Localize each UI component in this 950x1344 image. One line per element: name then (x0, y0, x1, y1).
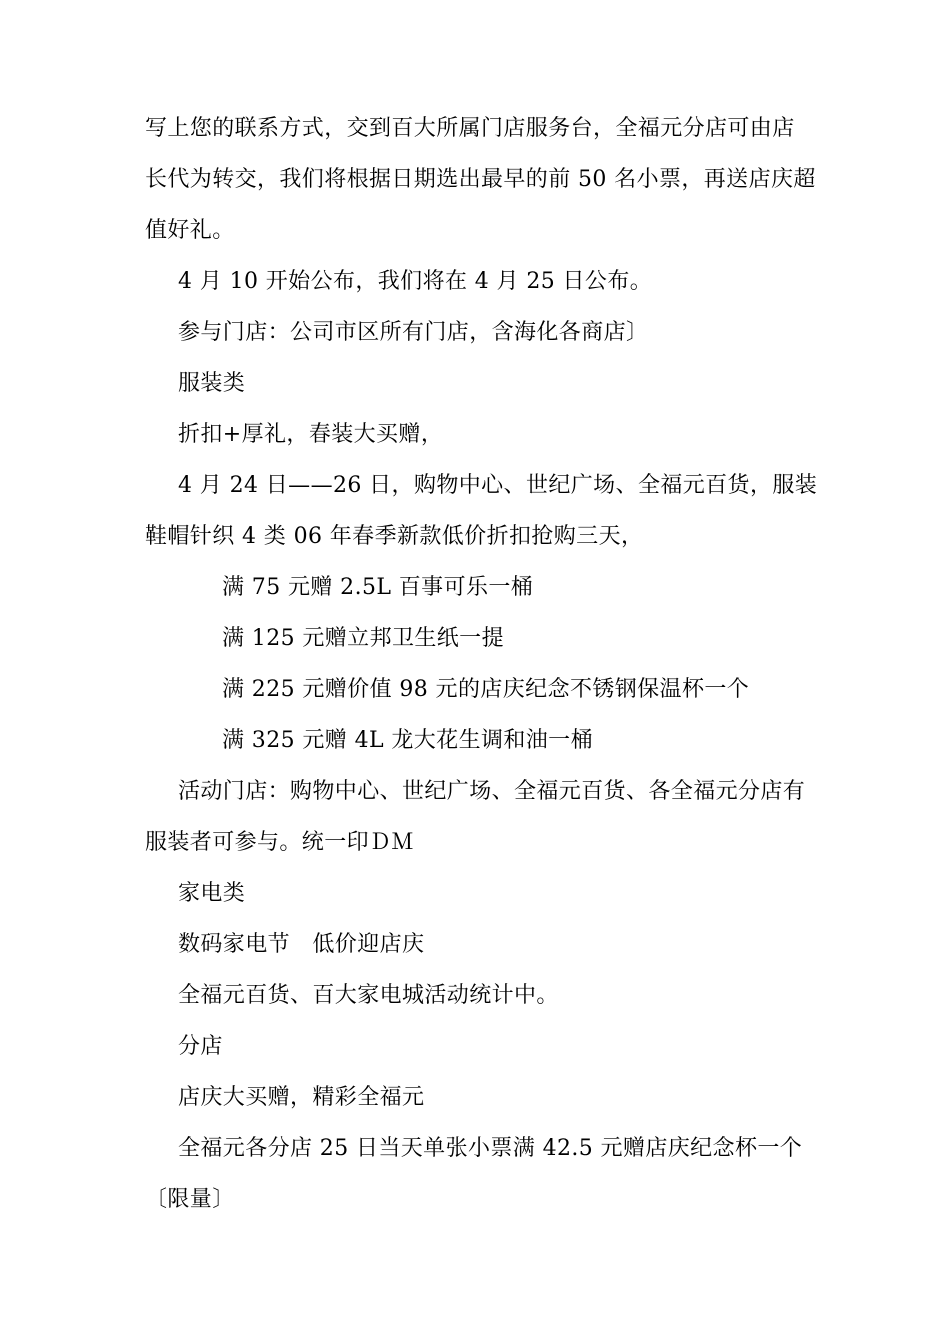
offer-line: 满 125 元赠立邦卫生纸一提 (222, 626, 504, 651)
text-line: 折扣+厚礼，春装大买赠， (178, 422, 444, 447)
text-line: 参与门店：公司市区所有门店，含海化各商店〕 (178, 320, 649, 345)
text-line: 4 月 10 开始公布，我们将在 4 月 25 日公布。 (178, 269, 653, 294)
text-line: 数码家电节 低价迎店庆 (178, 932, 425, 957)
text-line: 〔限量〕 (145, 1187, 235, 1212)
offer-line: 满 75 元赠 2.5L 百事可乐一桶 (222, 575, 534, 600)
text-line: 写上您的联系方式，交到百大所属门店服务台，全福元分店可由店 (145, 116, 795, 141)
text-line: 长代为转交，我们将根据日期选出最早的前 50 名小票，再送店庆超 (145, 167, 816, 192)
text-line: 鞋帽针织 4 类 06 年春季新款低价折扣抢购三天， (145, 524, 644, 549)
section-heading: 家电类 (178, 881, 246, 906)
text-line: 活动门店：购物中心、世纪广场、全福元百货、各全福元分店有 (178, 779, 806, 804)
section-heading: 服装类 (178, 371, 246, 396)
section-heading: 分店 (178, 1034, 223, 1059)
offer-line: 满 225 元赠价值 98 元的店庆纪念不锈钢保温杯一个 (222, 677, 750, 702)
text-line: 店庆大买赠，精彩全福元 (178, 1085, 425, 1110)
text-line: 服装者可参与。统一印ＤＭ (145, 830, 414, 855)
offer-line: 满 325 元赠 4L 龙大花生调和油一桶 (222, 728, 593, 753)
text-line: 全福元各分店 25 日当天单张小票满 42.5 元赠店庆纪念杯一个 (178, 1136, 803, 1161)
text-line: 值好礼。 (145, 218, 235, 243)
text-line: 全福元百货、百大家电城活动统计中。 (178, 983, 559, 1008)
text-line: 4 月 24 日——26 日，购物中心、世纪广场、全福元百货，服装 (178, 473, 818, 498)
